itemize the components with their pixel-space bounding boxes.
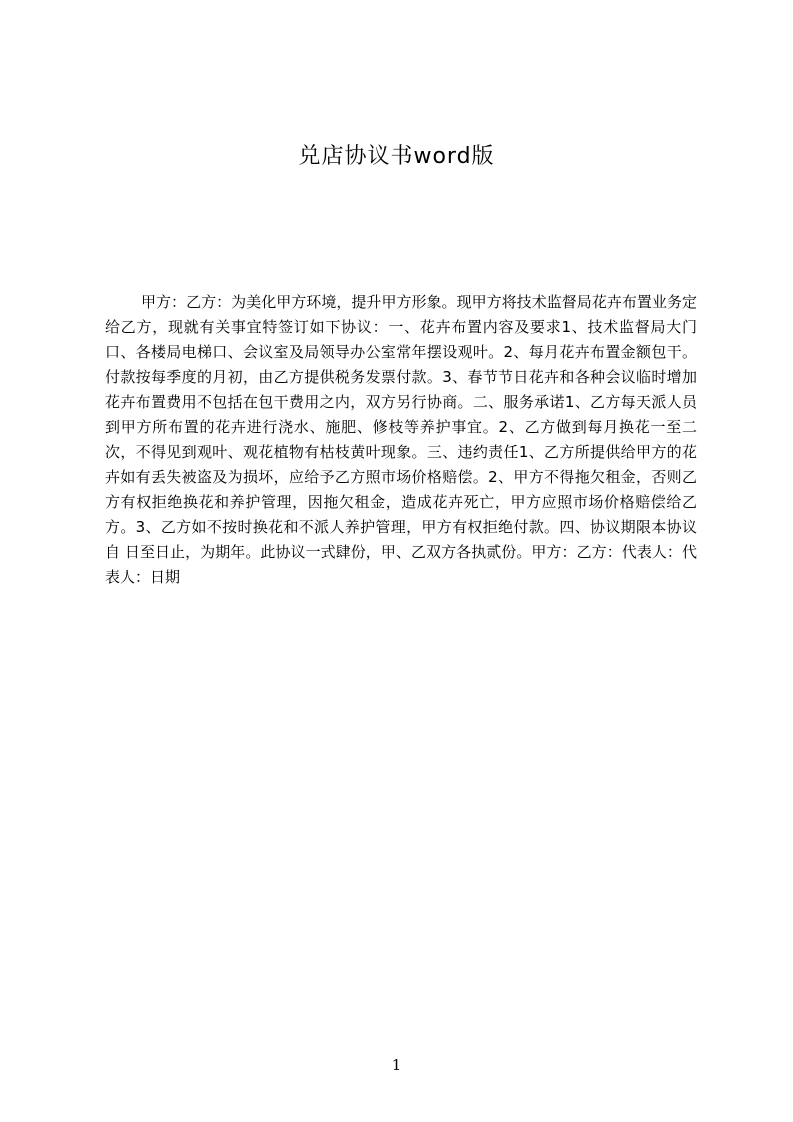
document-title: 兑店协议书word版 bbox=[298, 144, 495, 169]
document-body-paragraph: 甲方：乙方：为美化甲方环境，提升甲方形象。现甲方将技术监督局花卉布置业务定给乙方，现就有关事宜特签订如下协议：一、花卉布置内容及要求1、技术监督局大门口、各楼局电梯口、会议室及局领导办公室常年摆设观叶。2、每月花卉布置金额包干。付款按每季度的月初，由乙方提供税务发票付款。3、春节节日花卉和各种会议临时增加花卉布置费用不包括在包干费用之内，双方另行协商。二、服务承诺1、乙方每天派人员到甲方所布置的花卉进行浇水、施肥、修枝等养护事宜。2、乙方做到每月换花一至二次，不得见到观叶、观花植物有枯枝黄叶现象。三、违约责任1、乙方所提供给甲方的花卉如有丢失被盗及为损坏，应给予乙方照市场价格赔偿。2、甲方不得拖欠租金，否则乙方有权拒绝换花和养护管理，因拖欠租金，造成花卉死亡，甲方应照市场价格赔偿给乙方。3、乙方如不按时换花和不派人养护管理，甲方有权拒绝付款。四、协议期限本协议自 日至日止，为期年。此协议一式肆份，甲、乙双方各执贰份。甲方：乙方：代表人：代表人：日期 bbox=[105, 293, 697, 586]
page-number: 1 bbox=[391, 1056, 402, 1074]
